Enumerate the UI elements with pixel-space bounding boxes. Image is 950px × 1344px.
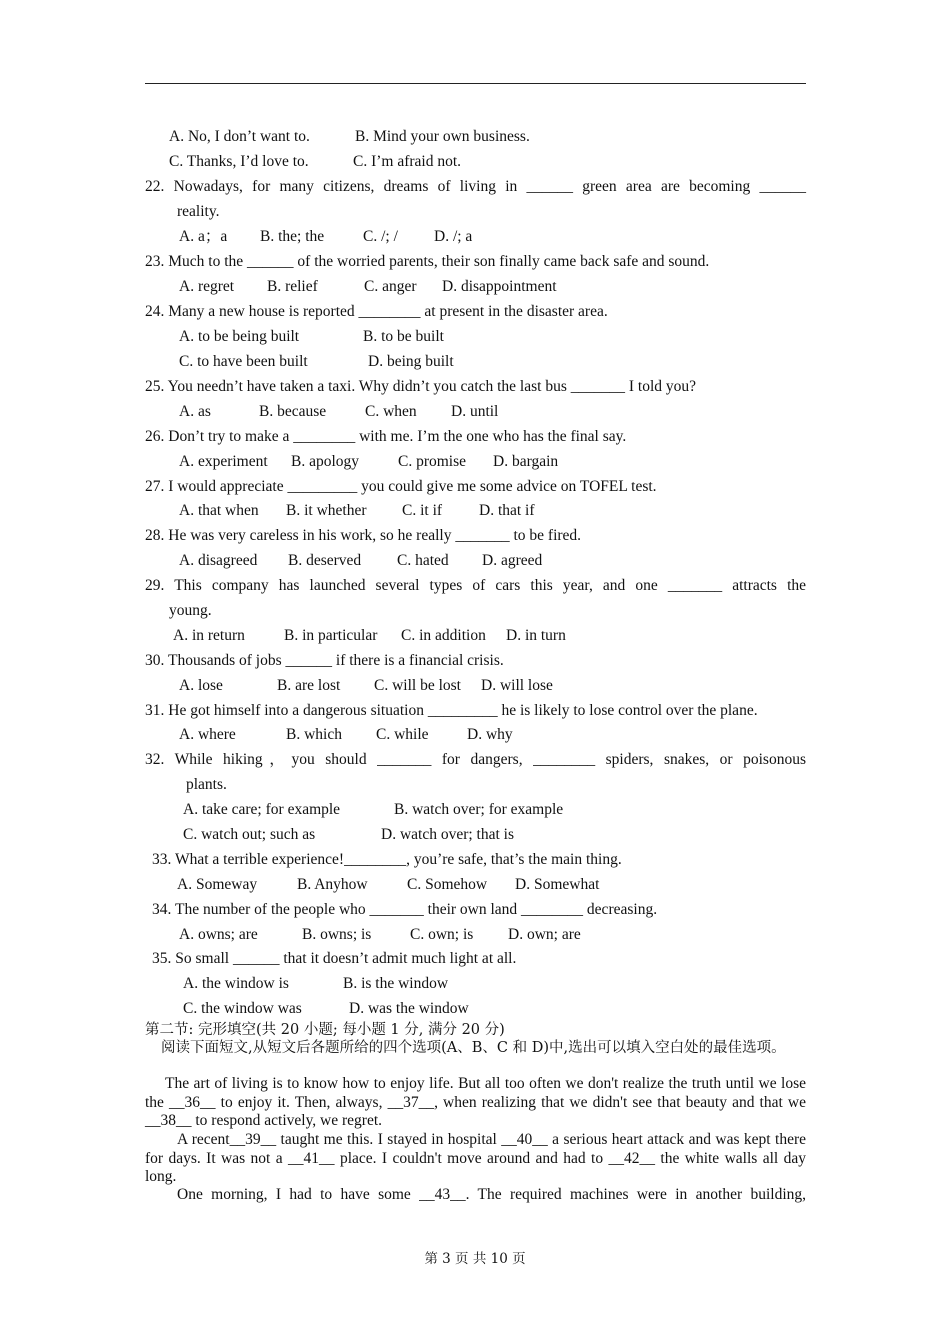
q28-option-a: A. disagreed: [179, 552, 258, 569]
q21-option-b: B. Mind your own business.: [355, 128, 530, 145]
q24-stem: 24. Many a new house is reported ________ at present in the disaster area.: [145, 303, 608, 320]
q27-stem: 27. I would appreciate _________ you could give me some advice on TOFEL test.: [145, 478, 657, 495]
q26-option-d: D. bargain: [493, 453, 559, 470]
q23-option-d: D. disappointment: [442, 278, 557, 295]
q30-stem: 30. Thousands of jobs ______ if there is a financial crisis.: [145, 652, 504, 669]
passage-paragraph-1: The art of living is to know how to enjoy life. But all too often we don't realize the truth until we lose the __36__ to enjoy it. Then, always, __37__, when realizing that we didn't see that beauty and that we __38__ to respond actively, we regret.: [145, 1075, 806, 1129]
q21-option-a: A. No, I don’t want to.: [169, 128, 310, 145]
q31-stem: 31. He got himself into a dangerous situation _________ he is likely to lose control over the plane.: [145, 702, 758, 719]
q21-option-c: C. Thanks, I’d love to.: [169, 153, 309, 170]
q28-option-b: B. deserved: [288, 552, 362, 569]
q33-option-d: D. Somewhat: [515, 876, 600, 893]
q35-option-b: B. is the window: [343, 975, 449, 992]
q31-option-c: C. while: [376, 726, 429, 743]
q29-option-b: B. in particular: [284, 627, 378, 644]
q25-option-b: B. because: [259, 403, 327, 420]
q23-option-c: C. anger: [364, 278, 417, 295]
q33-option-b: B. Anyhow: [297, 876, 368, 893]
q30-option-a: A. lose: [179, 677, 223, 694]
q23-stem: 23. Much to the ______ of the worried parents, their son finally came back safe and sound.: [145, 253, 710, 270]
q29-option-c: C. in addition: [401, 627, 486, 644]
q26-option-a: A. experiment: [179, 453, 268, 470]
q31-option-a: A. where: [179, 726, 236, 743]
q27-option-b: B. it whether: [286, 502, 367, 519]
q27-option-d: D. that if: [479, 502, 535, 519]
q22-option-c: C. /; /: [363, 228, 398, 245]
q31-option-b: B. which: [286, 726, 342, 743]
q21-option-c2: C. I’m afraid not.: [353, 153, 462, 170]
q35-option-d: D. was the window: [349, 1000, 469, 1017]
q30-option-b: B. are lost: [277, 677, 341, 694]
q32-option-b: B. watch over; for example: [394, 801, 564, 818]
page-number: 第 3 页 共 10 页: [424, 1251, 526, 1267]
q27-option-c: C. it if: [402, 502, 443, 519]
q32-option-a: A. take care; for example: [183, 801, 341, 818]
q22-option-d: D. /; a: [434, 228, 473, 245]
q32-option-c: C. watch out; such as: [183, 826, 316, 843]
q26-option-b: B. apology: [291, 453, 360, 470]
q24-option-c: C. to have been built: [179, 353, 308, 370]
q32-stem-cont: plants.: [186, 776, 227, 793]
q34-option-b: B. owns; is: [302, 926, 372, 943]
q23-option-b: B. relief: [267, 278, 318, 295]
q29-option-d: D. in turn: [506, 627, 566, 644]
q25-option-c: C. when: [365, 403, 417, 420]
q34-stem: 34. The number of the people who _______ their own land ________ decreasing.: [152, 901, 658, 918]
q35-stem: 35. So small ______ that it doesn’t admit much light at all.: [152, 950, 517, 967]
passage-paragraph-3: One morning, I had to have some __43__. The required machines were in another building,: [177, 1186, 806, 1203]
q29-stem: 29. This company has launched several types of cars this year, and one _______ attracts the: [145, 577, 806, 594]
q25-option-d: D. until: [451, 403, 499, 420]
q22-stem-cont: reality.: [177, 203, 220, 220]
q33-stem: 33. What a terrible experience!________, you’re safe, that’s the main thing.: [152, 851, 622, 868]
q33-option-a: A. Someway: [177, 876, 258, 893]
q34-option-a: A. owns; are: [179, 926, 258, 943]
q27-option-a: A. that when: [179, 502, 259, 519]
q22-option-a: A. a；a: [179, 228, 228, 245]
q22-option-b: B. the; the: [260, 228, 325, 245]
q28-stem: 28. He was very careless in his work, so he really _______ to be fired.: [145, 527, 582, 544]
q25-stem: 25. You needn’t have taken a taxi. Why didn’t you catch the last bus _______ I told you?: [145, 378, 697, 395]
q25-option-a: A. as: [179, 403, 211, 420]
q30-option-c: C. will be lost: [374, 677, 461, 694]
q24-option-a: A. to be being built: [179, 328, 300, 345]
q28-option-c: C. hated: [397, 552, 449, 569]
q24-option-d: D. being built: [368, 353, 454, 370]
q26-stem: 26. Don’t try to make a ________ with me. I’m the one who has the final say.: [145, 428, 627, 445]
q29-option-a: A. in return: [173, 627, 245, 644]
q30-option-d: D. will lose: [481, 677, 553, 694]
section-heading: 第二节: 完形填空(共 20 小题; 每小题 1 分, 满分 20 分): [145, 1022, 505, 1038]
q32-option-d: D. watch over; that is: [381, 826, 515, 843]
q35-option-c: C. the window was: [183, 1000, 302, 1017]
passage-paragraph-2: A recent__39__ taught me this. I stayed in hospital __40__ a serious heart attack and was kept there for days. It was not a __41__ place. I couldn't move around and had to __42__ the white walls all day long.: [145, 1131, 806, 1185]
q26-option-c: C. promise: [398, 453, 467, 470]
q22-stem: 22. Nowadays, for many citizens, dreams of living in ______ green area are becoming ______: [145, 178, 806, 195]
q29-stem-cont: young.: [169, 602, 212, 619]
q31-option-d: D. why: [467, 726, 513, 743]
q23-option-a: A. regret: [179, 278, 235, 295]
q24-option-b: B. to be built: [363, 328, 444, 345]
q34-option-d: D. own; are: [508, 926, 581, 943]
q35-option-a: A. the window is: [183, 975, 289, 992]
q32-stem: 32. While hiking，you should _______ for dangers, ________ spiders, snakes, or poisonous: [145, 751, 806, 768]
q28-option-d: D. agreed: [482, 552, 543, 569]
section-instruction: 阅读下面短文,从短文后各题所给的四个选项(A、B、C 和 D)中,选出可以填入空白处的最佳选项。: [161, 1040, 786, 1056]
q33-option-c: C. Somehow: [407, 876, 488, 893]
q34-option-c: C. own; is: [410, 926, 474, 943]
header-rule: [145, 83, 806, 84]
